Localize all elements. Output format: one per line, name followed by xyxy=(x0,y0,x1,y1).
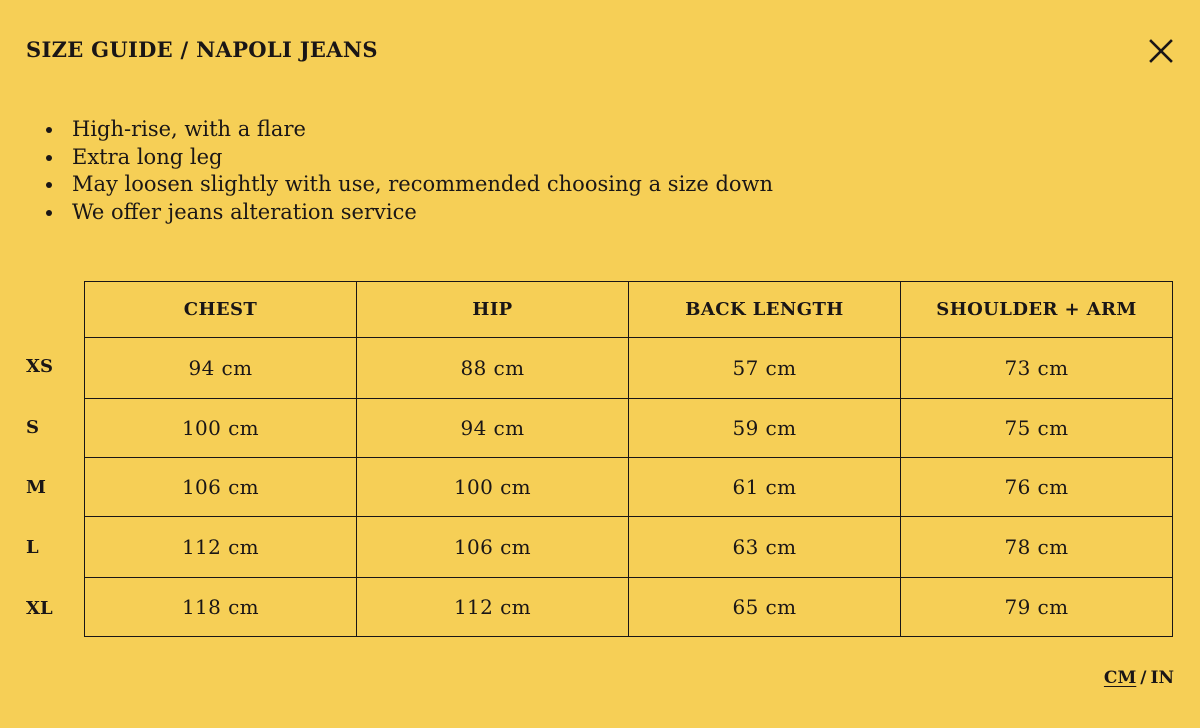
table-row xyxy=(85,399,1173,458)
feature-text: May loosen slightly with use, recommended choosing a size down xyxy=(72,172,774,197)
size-label-m: M xyxy=(26,477,46,498)
feature-list xyxy=(44,116,773,226)
unit-in-option[interactable]: IN xyxy=(1150,668,1174,688)
column-header-chest: CHEST xyxy=(85,282,357,338)
size-label-s: S xyxy=(26,417,39,438)
table-row xyxy=(85,578,1173,637)
size-label-l: L xyxy=(26,537,39,558)
bullet-icon xyxy=(46,155,52,161)
table-cell: 112 cm xyxy=(85,517,357,578)
feature-item xyxy=(44,171,773,199)
column-header-back-length: BACK LENGTH xyxy=(629,282,901,338)
table-cell: 88 cm xyxy=(357,338,629,399)
table-cell: 94 cm xyxy=(357,399,629,458)
unit-cm-option[interactable]: CM xyxy=(1103,668,1137,688)
close-button[interactable] xyxy=(1144,34,1178,68)
table-row xyxy=(85,458,1173,517)
table-cell: 100 cm xyxy=(85,399,357,458)
table-row xyxy=(85,338,1173,399)
table-cell: 100 cm xyxy=(357,458,629,517)
table-cell: 106 cm xyxy=(357,517,629,578)
size-label-xs: XS xyxy=(26,356,53,377)
feature-text: Extra long leg xyxy=(72,144,223,169)
size-label-xl: XL xyxy=(26,598,53,619)
modal-title: SIZE GUIDE / NAPOLI JEANS xyxy=(26,37,378,62)
bullet-icon xyxy=(46,210,52,216)
table-cell: 118 cm xyxy=(85,578,357,637)
table-cell: 79 cm xyxy=(901,578,1173,637)
table-cell: 76 cm xyxy=(901,458,1173,517)
feature-text: High-rise, with a flare xyxy=(72,117,306,141)
table-cell: 106 cm xyxy=(85,458,357,517)
feature-text: We offer jeans alteration service xyxy=(72,199,417,224)
table-cell: 59 cm xyxy=(629,399,901,458)
table-header-row xyxy=(85,282,1173,338)
table-cell: 75 cm xyxy=(901,399,1173,458)
feature-item xyxy=(44,116,773,144)
bullet-icon xyxy=(46,127,52,133)
size-table xyxy=(84,281,1173,637)
table-cell: 57 cm xyxy=(629,338,901,399)
unit-separator: / xyxy=(1140,668,1147,688)
table-cell: 65 cm xyxy=(629,578,901,637)
column-header-shoulder-arm: SHOULDER + ARM xyxy=(901,282,1173,338)
feature-item xyxy=(44,199,773,227)
close-icon xyxy=(1144,34,1178,68)
bullet-icon xyxy=(46,182,52,188)
table-row xyxy=(85,517,1173,578)
table-cell: 94 cm xyxy=(85,338,357,399)
feature-item xyxy=(44,144,773,172)
unit-toggle xyxy=(1104,668,1174,688)
table-cell: 73 cm xyxy=(901,338,1173,399)
table-cell: 112 cm xyxy=(357,578,629,637)
column-header-hip: HIP xyxy=(357,282,629,338)
table-cell: 61 cm xyxy=(629,458,901,517)
table-cell: 63 cm xyxy=(629,517,901,578)
table-cell: 78 cm xyxy=(901,517,1173,578)
